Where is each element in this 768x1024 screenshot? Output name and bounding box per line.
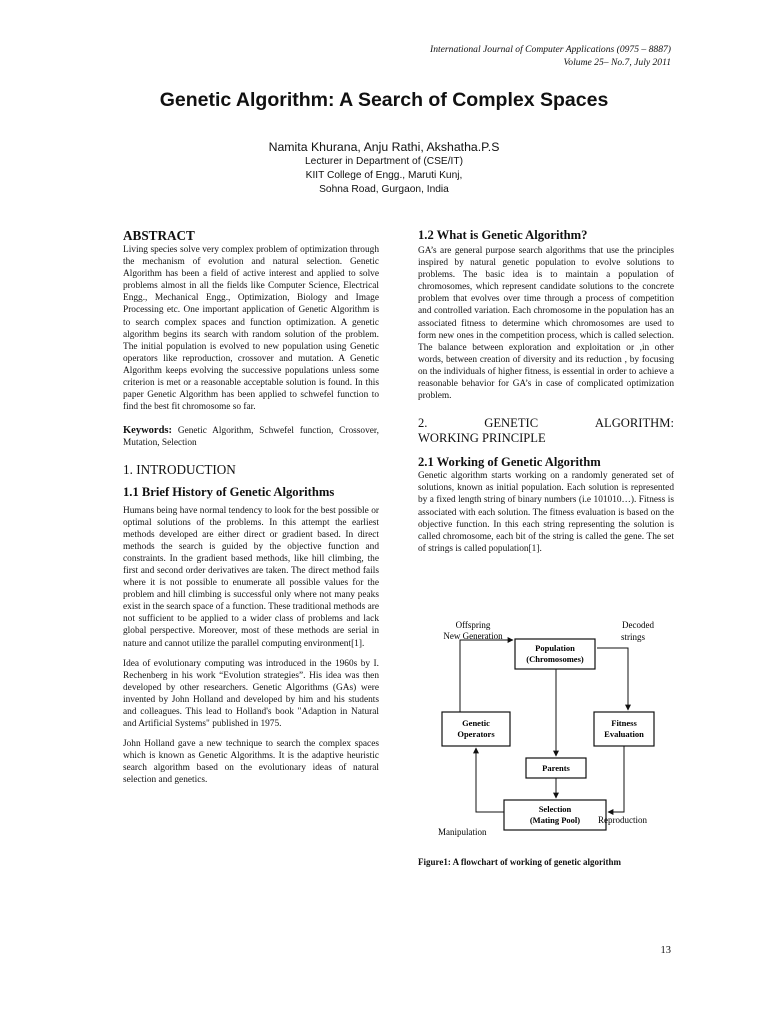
intro-paragraph-3: John Holland gave a new technique to search the complex spaces which is known as Genetic Algorithms. It is the adaptive heuristic search algorithm based on the evolutionary ideas of natural selection and genetics.: [123, 739, 379, 786]
figure-caption: Figure1: A flowchart of working of genetic algorithm: [418, 857, 622, 867]
affiliation-line: KIIT College of Engg., Maruti Kunj,: [305, 170, 463, 181]
selection-label: Selection: [538, 804, 572, 814]
history-heading: 1.1 Brief History of Genetic Algorithms: [123, 484, 335, 499]
genetic-operators-sublabel: Operators: [457, 729, 495, 739]
strings-label: strings: [620, 632, 646, 642]
affiliation-line: Sohna Road, Gurgaon, India: [319, 184, 449, 195]
arrow-selection-to-operators: [476, 748, 504, 812]
reproduction-label: Reproduction: [598, 815, 647, 825]
keywords-label: Keywords:: [123, 425, 172, 437]
journal-name: International Journal of Computer Applications (0975 – 8887): [430, 44, 671, 55]
intro-heading: 1. INTRODUCTION: [123, 461, 236, 477]
abstract-text: Living species solve very complex problem of optimization through the mechanism of evolution and natural selection. Genetic Algorithm has been a field of active interest and applied to solve problems almost in all the fields like Computer Science, Electrical Engg., Mechanical Engg., Optimization, Biology and Image Processing etc. One important application of Genetic Algorithm is to search complex spaces and function optimization. A genetic algorithm begins its search with random solution of the problem. The initial population is evolved to new population using Genetic operators like reproduction, crossover and mutation. A Genetic Algorithm keeps evolving the successive populations unless some criterion is met or a reasonable acceptable solution is found. In this paper Genetic Algorithm has been applied to schwefel function to find the best fit chromosome so far.: [123, 245, 379, 413]
affiliation-line: Lecturer in Department of (CSE/IT): [305, 156, 463, 167]
abstract-heading: ABSTRACT: [123, 228, 195, 243]
arrow-population-to-fitness: [597, 648, 628, 710]
journal-volume: Volume 25– No.7, July 2011: [563, 56, 671, 68]
right-column: [418, 228, 674, 555]
decoded-label: Decoded: [622, 620, 654, 630]
arrow-fitness-to-selection: [608, 746, 624, 812]
keywords-text: Genetic Algorithm, Schwefel function, Crossover, Mutation, Selection: [123, 426, 379, 449]
population-label: Population: [535, 643, 575, 653]
intro-paragraph-1: Humans being have normal tendency to look for the best possible or optimal solutions of the problems. In this attempt the earliest methods developed are either direct or gradient based. In direct methods the search is guided by the objective function and constraints. In the gradient based methods, like hill climbing, the first and second order derivatives are taken. The direct method fails where it is not possible to enumerate all possible values for the problem and hill climbing is successful only where not many peaks exist in the search space of a function. These traditional methods are not sufficient to be applied to a wider class of problems and lack global perspective. Moreover, most of these methods are serial in nature and cannot utilize the parallel computing environment[1].: [123, 505, 379, 649]
parents-label: Parents: [542, 763, 570, 773]
genetic-operators-label: Genetic: [462, 718, 490, 728]
journal-header: [430, 44, 671, 69]
keywords: [123, 425, 379, 449]
section2-num: 2.: [418, 416, 428, 431]
intro-paragraph-2: Idea of evolutionary computing was introduced in the 1960s by I. Rechenberg in his work “Evolution strategies”. His idea was then developed by other researchers. Genetic Algorithms (GAs) were invented by John Holland and developed by him and his students and colleagues. This lead to Holland's book "Adaption in Natural and Artificial Systems" published in 1975.: [123, 658, 379, 730]
page-number: 13: [660, 945, 671, 956]
section2-word1: GENETIC: [484, 416, 539, 431]
working-heading: 2.1 Working of Genetic Algorithm: [418, 455, 601, 470]
section2-word2: ALGORITHM:: [594, 416, 674, 431]
fitness-sublabel: Evaluation: [604, 729, 644, 739]
offspring-label: Offspring: [455, 620, 491, 630]
population-sublabel: (Chromosomes): [526, 654, 584, 664]
working-text: Genetic algorithm starts working on a randomly generated set of solutions, known as initial population. Each solution is represented by a fixed length string of binary numbers (i.e 101010…). Fitness is associated with each solution. The fitness evaluation is based on the objective function. In this each string representing the solution is called chromosome, each bit of the string is called the gene. The set of strings is called population[1].: [418, 471, 674, 554]
manipulation-label: Manipulation: [438, 827, 487, 837]
flowchart-figure: [418, 618, 678, 858]
what-is-text: GA’s are general purpose search algorithms that use the principles inspired by natural genetic population to evolve solutions to problems. The basic idea is to maintain a population of chromosomes, which represent candidate solutions to the concrete problem that evolves over time through a process of competition and controlled variation. Each chromosome in the population has an associated fitness to determine which chromosomes are used to form new ones in the competition process, which is called selection. The balance between exploration and exploitation or ,in other words, between creation of diversity and its reduction , by focusing on the individuals of higher fitness, is essential in order to achieve a reasonable behavior for GA’s in case of complicated optimization problem.: [418, 246, 674, 402]
selection-sublabel: (Mating Pool): [529, 815, 581, 825]
new-generation-label: New Generation: [443, 631, 503, 641]
fitness-label: Fitness: [611, 718, 637, 728]
section2-heading-line2: WORKING PRINCIPLE: [418, 431, 546, 446]
left-column: [123, 228, 379, 787]
affiliation: [0, 155, 768, 197]
arrow-operators-to-population: [460, 640, 513, 712]
paper-title: Genetic Algorithm: A Search of Complex Spaces: [159, 89, 609, 111]
what-is-heading: 1.2 What is Genetic Algorithm?: [418, 228, 588, 242]
section2-heading: [418, 416, 674, 431]
authors: Namita Khurana, Anju Rathi, Akshatha.P.S: [268, 140, 500, 154]
